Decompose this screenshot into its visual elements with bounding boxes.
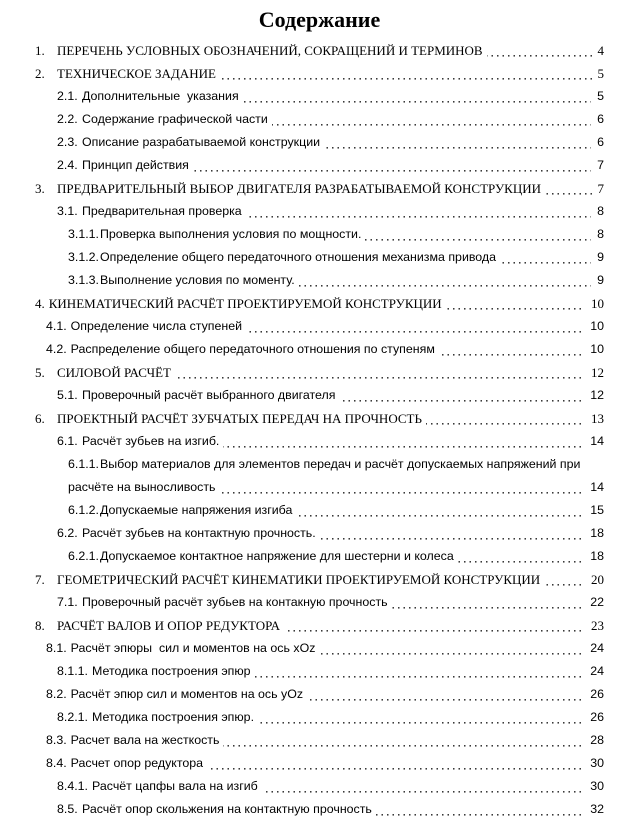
toc-entry-number: 3.1.1.	[68, 227, 100, 241]
toc-entry[interactable]	[35, 338, 604, 361]
toc-entry-line	[68, 246, 604, 269]
toc-entry-text	[35, 43, 487, 63]
toc-entry[interactable]	[35, 177, 604, 200]
toc-entry-text	[57, 710, 258, 729]
toc-entry-line	[46, 683, 604, 706]
toc-entry-label: Выполнение условия по моменту.	[100, 273, 295, 287]
toc-entry-number: 2.4.	[57, 158, 78, 172]
toc-entry-label: Распределение общего передаточного отношения по ступеням	[70, 342, 435, 356]
toc-entry-label: Описание разрабатываемой конструкции	[82, 135, 321, 149]
toc-entry[interactable]	[35, 131, 604, 154]
toc-entry-line	[57, 154, 604, 177]
toc-entry-text	[57, 112, 272, 131]
toc-entry-line	[57, 591, 604, 614]
toc-entry[interactable]	[35, 269, 604, 292]
toc-entry-number: 2.	[35, 66, 45, 81]
toc-entry[interactable]	[35, 683, 604, 706]
toc-entry-line	[35, 568, 604, 591]
toc-entry-text	[57, 158, 193, 177]
toc-entry-text	[57, 89, 243, 108]
toc-entry-page-number: 18	[584, 522, 604, 545]
toc-entry-line	[35, 614, 604, 637]
toc-entry-label: Принцип действия	[82, 158, 189, 172]
toc-entry-number: 6.1.2.	[68, 503, 100, 517]
toc-entry-label: ГЕОМЕТРИЧЕСКИЙ РАСЧЁТ КИНЕМАТИКИ ПРОЕКТИРУЕМОЙ КОНСТРУКЦИИ	[57, 572, 541, 587]
toc-entry-text	[35, 365, 175, 385]
toc-entry-text	[57, 526, 320, 545]
toc-entry-line	[46, 637, 604, 660]
toc-entry-page-number: 18	[584, 545, 604, 568]
toc-entry-number: 6.2.1.	[68, 549, 100, 563]
toc-entry-label: Расчёт цапфы вала на изгиб	[92, 779, 258, 793]
toc-entry-text	[57, 135, 324, 154]
toc-entry-number: 3.1.2.	[68, 250, 100, 264]
toc-entry-line	[57, 522, 604, 545]
toc-entry-text	[68, 503, 296, 522]
toc-entry-label: Расчёт эпюры сил и моментов на ось xOz	[70, 641, 316, 655]
toc-entry-number: 7.1.	[57, 595, 78, 609]
toc-entry-number: 2.2.	[57, 112, 78, 126]
toc-entry-text	[46, 342, 439, 361]
toc-entry[interactable]	[35, 775, 604, 798]
toc-entry-page-number: 26	[584, 706, 604, 729]
toc-entry-label: Проверка выполнения условия по мощности.	[100, 227, 362, 241]
toc-entry-page-number: 32	[584, 798, 604, 821]
toc-entry-number: 4.1.	[46, 319, 67, 333]
toc-entry-number: 2.3.	[57, 135, 78, 149]
toc-entry-number: 7.	[35, 572, 45, 587]
toc-entry-page-number: 10	[584, 315, 604, 338]
toc-entry[interactable]	[35, 223, 604, 246]
toc-entry-text	[57, 802, 376, 821]
toc-entry-text	[46, 319, 246, 338]
toc-entry-line	[46, 729, 604, 752]
toc-entry-line	[46, 752, 604, 775]
toc-entry-page-number: 28	[584, 729, 604, 752]
toc-entry-line	[57, 775, 604, 798]
toc-entry-text	[57, 779, 262, 798]
toc-entry-page-number: 13	[585, 407, 604, 430]
toc-entry-line	[35, 407, 604, 430]
toc-entry[interactable]	[35, 39, 604, 62]
toc-entry-page-number: 20	[585, 568, 604, 591]
toc-entry-line	[57, 131, 604, 154]
toc-entry-page-number: 30	[584, 775, 604, 798]
toc-entry-text	[35, 181, 545, 201]
toc-entry-label: ТЕХНИЧЕСКОЕ ЗАДАНИЕ	[57, 66, 216, 81]
toc-entry-number: 6.1.	[57, 434, 78, 448]
toc-entry-page-number: 30	[584, 752, 604, 775]
toc-entry-label: Допускаемое контактное напряжение для шестерни и колеса	[100, 549, 454, 563]
toc-entry[interactable]	[35, 430, 604, 453]
toc-entry-label: Предварительная проверка	[82, 204, 242, 218]
toc-entry-number: 6.	[35, 411, 45, 426]
toc-entry-label: Содержание графической части	[82, 112, 268, 126]
toc-entry-label: Расчёт зубьев на изгиб.	[82, 434, 220, 448]
toc-entry-line	[57, 384, 604, 407]
toc-entry-number: 8.5.	[57, 802, 78, 816]
toc-entry-page-number: 14	[584, 476, 604, 499]
toc-entry-label: Выбор материалов для элементов передач и расчёт допускаемых напряжений при расчёте на выносливость	[68, 457, 584, 494]
toc-entry-line	[57, 430, 604, 453]
toc-entry-number: 6.2.	[57, 526, 78, 540]
toc-entry-label: Методика построения эпюр	[92, 664, 251, 678]
toc-entry-line	[35, 361, 604, 384]
toc-entry-text	[68, 227, 365, 246]
toc-entry-text	[35, 66, 220, 86]
toc-entry-page-number: 6	[591, 131, 604, 154]
toc-entry-label: Определение общего передаточного отношения механизма привода	[100, 250, 497, 264]
toc-entry-line	[57, 660, 604, 683]
toc-entry[interactable]	[35, 637, 604, 660]
toc-entry-label: Дополнительные указания	[82, 89, 239, 103]
toc-entry-label: РАСЧЁТ ВАЛОВ И ОПОР РЕДУКТОРА	[57, 618, 281, 633]
toc-entry-number: 3.1.3.	[68, 273, 100, 287]
toc-entry[interactable]	[35, 200, 604, 223]
toc-entry[interactable]	[35, 499, 604, 522]
toc-entry[interactable]	[35, 384, 604, 407]
toc-entry-label: Расчет опор редуктора	[70, 756, 204, 770]
toc-entry-label: Проверочный расчёт зубьев на контакную прочность	[82, 595, 388, 609]
toc-entry-page-number: 7	[591, 154, 604, 177]
toc-entry-number: 8.	[35, 618, 45, 633]
toc-entry-text	[57, 204, 246, 223]
page-title: Содержание	[258, 7, 381, 32]
toc-list	[35, 39, 604, 821]
toc-entry-text	[68, 250, 500, 269]
toc-entry[interactable]	[35, 522, 604, 545]
toc-entry-number: 3.	[35, 181, 45, 196]
toc-entry-line	[46, 315, 604, 338]
toc-entry-text	[68, 549, 458, 568]
toc-entry-label: ПЕРЕЧЕНЬ УСЛОВНЫХ ОБОЗНАЧЕНИЙ, СОКРАЩЕНИЙ И ТЕРМИНОВ	[57, 43, 483, 58]
toc-entry-number: 1.	[35, 43, 45, 58]
toc-entry-line	[57, 706, 604, 729]
toc-entry[interactable]	[35, 591, 604, 614]
toc-entry-line	[57, 108, 604, 131]
toc-entry-number: 5.	[35, 365, 45, 380]
toc-entry[interactable]	[35, 706, 604, 729]
toc-entry-page-number: 22	[584, 591, 604, 614]
toc-entry-label: КИНЕМАТИЧЕСКИЙ РАСЧЁТ ПРОЕКТИРУЕМОЙ КОНСТРУКЦИИ	[48, 296, 442, 311]
toc-entry-text	[57, 595, 392, 614]
toc-entry-text	[57, 664, 255, 683]
toc-entry-line	[68, 269, 604, 292]
toc-entry-text	[35, 618, 284, 638]
toc-entry[interactable]	[35, 453, 604, 499]
toc-entry-label: Проверочный расчёт выбранного двигателя	[82, 388, 336, 402]
toc-entry-label: ПРЕДВАРИТЕЛЬНЫЙ ВЫБОР ДВИГАТЕЛЯ РАЗРАБАТЫВАЕМОЙ КОНСТРУКЦИИ	[57, 181, 541, 196]
toc-entry-number: 8.3.	[46, 733, 67, 747]
toc-entry[interactable]	[35, 798, 604, 821]
toc-entry-page-number: 7	[592, 177, 605, 200]
toc-entry-line	[68, 545, 604, 568]
toc-entry-label: ПРОЕКТНЫЙ РАСЧЁТ ЗУБЧАТЫХ ПЕРЕДАЧ НА ПРОЧНОСТЬ	[57, 411, 422, 426]
toc-entry-line	[57, 200, 604, 223]
toc-entry-page-number: 8	[591, 223, 604, 246]
toc-entry-page-number: 10	[584, 338, 604, 361]
toc-entry-text	[35, 296, 446, 316]
toc-entry-page-number: 12	[585, 361, 604, 384]
toc-entry[interactable]	[35, 108, 604, 131]
toc-entry[interactable]	[35, 614, 604, 637]
toc-entry[interactable]	[35, 62, 604, 85]
toc-entry-label: СИЛОВОЙ РАСЧЁТ	[57, 365, 171, 380]
toc-entry[interactable]	[35, 315, 604, 338]
toc-entry[interactable]	[35, 729, 604, 752]
toc-entry-line	[68, 223, 604, 246]
toc-entry-text	[35, 572, 544, 592]
toc-entry-text	[68, 457, 584, 499]
toc-entry-page-number: 8	[591, 200, 604, 223]
toc-entry-text	[57, 388, 339, 407]
toc-entry-number: 4.2.	[46, 342, 67, 356]
toc-entry-number: 2.1.	[57, 89, 78, 103]
toc-entry[interactable]	[35, 361, 604, 384]
toc-entry-number: 8.2.1.	[57, 710, 89, 724]
toc-entry-line	[35, 292, 604, 315]
toc-entry-label: Расчёт зубьев на контактную прочность.	[82, 526, 316, 540]
toc-entry[interactable]	[35, 292, 604, 315]
toc-entry-label: Расчёт эпюр сил и моментов на ось yOz	[70, 687, 304, 701]
toc-entry-text	[46, 687, 307, 706]
toc-entry-number: 8.2.	[46, 687, 67, 701]
toc-entry-number: 6.1.1.	[68, 457, 100, 471]
toc-entry-number: 8.1.	[46, 641, 67, 655]
toc-entry-label: Расчёт опор скольжения на контактную прочность	[82, 802, 372, 816]
toc-entry-text	[57, 434, 223, 453]
toc-entry-line	[57, 798, 604, 821]
toc-entry[interactable]	[35, 154, 604, 177]
toc-entry[interactable]	[35, 660, 604, 683]
toc-entry-line	[68, 453, 604, 499]
toc-entry-page-number: 26	[584, 683, 604, 706]
toc-entry[interactable]	[35, 752, 604, 775]
toc-entry-line	[68, 499, 604, 522]
toc-entry-page-number: 9	[591, 246, 604, 269]
toc-entry-number: 4.	[35, 296, 45, 311]
toc-entry-page-number: 24	[584, 637, 604, 660]
toc-entry-label: Методика построения эпюр.	[92, 710, 255, 724]
toc-entry-page-number: 4	[592, 39, 605, 62]
toc-entry-text	[46, 756, 207, 775]
toc-entry-text	[68, 273, 299, 292]
toc-entry-text	[46, 641, 319, 660]
toc-entry-number: 8.4.	[46, 756, 67, 770]
toc-entry-line	[46, 338, 604, 361]
toc-entry[interactable]	[35, 545, 604, 568]
toc-entry-page-number: 15	[584, 499, 604, 522]
toc-entry-page-number: 5	[592, 62, 605, 85]
toc-entry-page-number: 6	[591, 108, 604, 131]
toc-entry[interactable]	[35, 246, 604, 269]
toc-entry-number: 8.1.1.	[57, 664, 89, 678]
toc-entry[interactable]	[35, 407, 604, 430]
toc-entry-page-number: 9	[591, 269, 604, 292]
toc-entry-page-number: 14	[584, 430, 604, 453]
toc-entry-page-number: 10	[585, 292, 604, 315]
toc-entry-line	[35, 177, 604, 200]
toc-entry-line	[57, 85, 604, 108]
toc-entry-text	[35, 411, 426, 431]
toc-entry-page-number: 24	[584, 660, 604, 683]
toc-entry-number: 5.1.	[57, 388, 78, 402]
toc-entry[interactable]	[35, 85, 604, 108]
toc-entry-text	[46, 733, 223, 752]
toc-entry-page-number: 5	[591, 85, 604, 108]
toc-entry-line	[35, 39, 604, 62]
toc-entry-label: Допускаемые напряжения изгиба	[100, 503, 293, 517]
toc-entry[interactable]	[35, 568, 604, 591]
toc-entry-page-number: 23	[585, 614, 604, 637]
toc-entry-line	[35, 62, 604, 85]
toc-entry-page-number: 12	[584, 384, 604, 407]
toc-entry-number: 8.4.1.	[57, 779, 89, 793]
toc-entry-label: Расчет вала на жесткость	[70, 733, 220, 747]
toc-entry-label: Определение числа ступеней	[70, 319, 243, 333]
toc-entry-number: 3.1.	[57, 204, 78, 218]
